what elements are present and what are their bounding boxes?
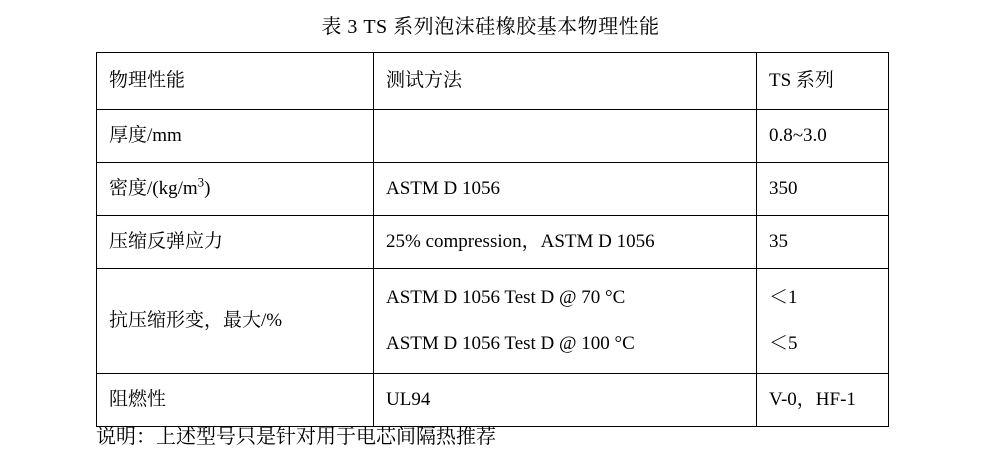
cell-method-thickness (374, 110, 757, 163)
method-line-70c: ASTM D 1056 Test D @ 70 °C (386, 286, 626, 308)
physical-properties-table (96, 52, 889, 427)
cell-property-thickness: 厚度/mm (97, 110, 374, 163)
table-row (97, 110, 889, 163)
method-line-100c: ASTM D 1056 Test D @ 100 °C (386, 332, 635, 354)
value-line-100c: ＜5 (769, 332, 798, 354)
table-row (97, 269, 889, 374)
table-header-row (97, 53, 889, 110)
cell-value-compression-set (757, 269, 889, 374)
cell-value-thickness: 0.8~3.0 (757, 110, 889, 163)
table-caption: 表 3 TS 系列泡沫硅橡胶基本物理性能 (321, 16, 660, 38)
cell-value-compression-force: 35 (757, 216, 889, 269)
density-label-suffix: ) (204, 177, 211, 199)
table-note: 说明：上述型号只是针对用于电芯间隔热推荐 (96, 426, 496, 448)
cell-property-density (97, 163, 374, 216)
header-cell-property: 物理性能 (97, 53, 374, 110)
cell-property-flammability: 阻燃性 (97, 374, 374, 427)
cell-method-compression-force: 25% compression，ASTM D 1056 (374, 216, 757, 269)
table-row (97, 374, 889, 427)
cell-value-flammability: V-0，HF-1 (757, 374, 889, 427)
cell-method-density: ASTM D 1056 (374, 163, 757, 216)
header-cell-series: TS 系列 (757, 53, 889, 110)
header-cell-method: 测试方法 (374, 53, 757, 110)
table-row (97, 163, 889, 216)
cell-method-flammability: UL94 (374, 374, 757, 427)
value-line-70c: ＜1 (769, 286, 798, 308)
cell-property-compression-set: 抗压缩形变，最大/% (97, 269, 374, 374)
cell-value-density: 350 (757, 163, 889, 216)
cell-method-compression-set (374, 269, 757, 374)
cell-property-compression-force: 压缩反弹应力 (97, 216, 374, 269)
density-label-prefix: 密度/(kg/m (109, 177, 198, 199)
density-label-exponent: 3 (197, 174, 205, 190)
table-row (97, 216, 889, 269)
